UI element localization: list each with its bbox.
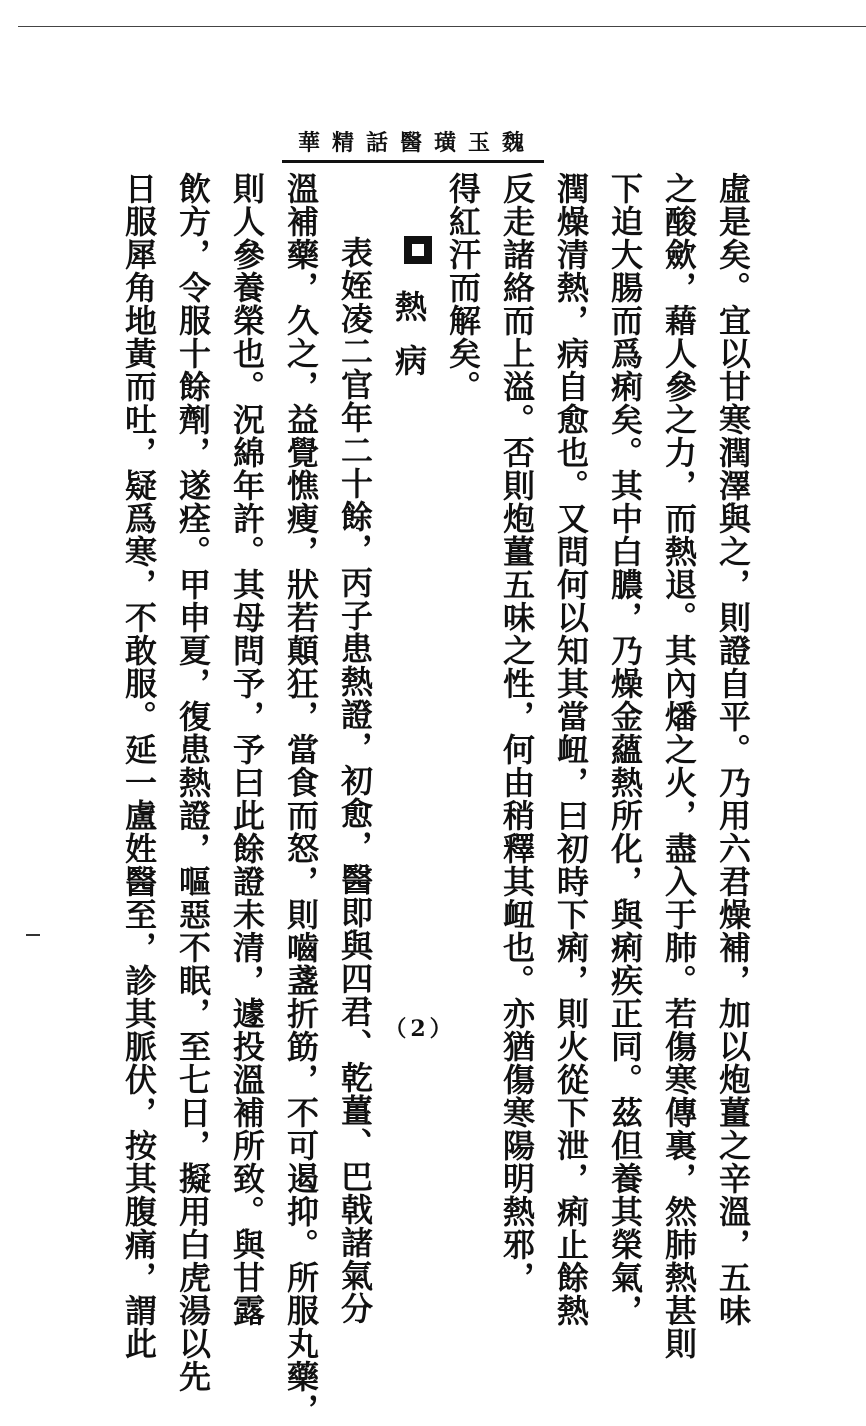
running-head-text: 魏玉璜醫話精華	[297, 130, 536, 156]
heading-square-icon	[404, 236, 432, 264]
text-column-8: 表姪凌二官年二十餘，丙子患熱證，初愈，醫即與四君、乾薑、巴戟諸氣分	[336, 236, 374, 1325]
page-number: （2）	[384, 1016, 456, 1042]
body-text	[96, 172, 760, 1426]
text-column-4: 潤燥清熱，病自愈也。又問何以知其當衄，曰初時下痢，則火從下泄，痢止餘熱	[552, 172, 590, 1327]
running-head	[282, 120, 544, 163]
text-column-11: 飲方，令服十餘劑，遂痊。甲申夏，復患熱證，嘔惡不眠，至七日，擬用白虎湯以先	[174, 172, 212, 1393]
section-heading	[382, 172, 436, 1002]
text-column-9: 溫補藥，久之，益覺憔瘦，狀若顛狂，當食而怒，則嚙盞折筯，不可遏抑。所服丸藥，	[282, 172, 320, 1426]
text-column-3: 下迫大腸而爲痢矣。其中白膿，乃燥金蘊熱所化，與痢疾正同。茲但養其榮氣，	[606, 172, 644, 1327]
top-rule	[18, 26, 866, 27]
text-column-1: 虛是矣。宜以甘寒潤澤與之，則證自平。乃用六君燥補，加以炮薑之辛溫，五味	[714, 172, 752, 1327]
text-column-6: 得紅汗而解矣。	[444, 172, 482, 403]
margin-mark	[26, 934, 40, 936]
text-column-12: 日服犀角地黃而吐，疑爲寒，不敢服。延一盧姓醫至，診其脈伏，按其腹痛，謂此	[120, 172, 158, 1360]
text-column-2: 之酸歛，藉人參之力，而熱退。其內燔之火，盡入于肺。若傷寒傳裏，然肺熱甚則	[660, 172, 698, 1360]
section-heading-label: 熱病	[390, 290, 428, 398]
text-column-10: 則人參養榮也。況綿年許。其母問予，予曰此餘證未清，遽投溫補所致。與甘露	[228, 172, 266, 1327]
text-column-5: 反走諸絡而上溢。否則炮薑五味之性，何由稍釋其衄也。亦猶傷寒陽明熱邪，	[498, 172, 536, 1294]
